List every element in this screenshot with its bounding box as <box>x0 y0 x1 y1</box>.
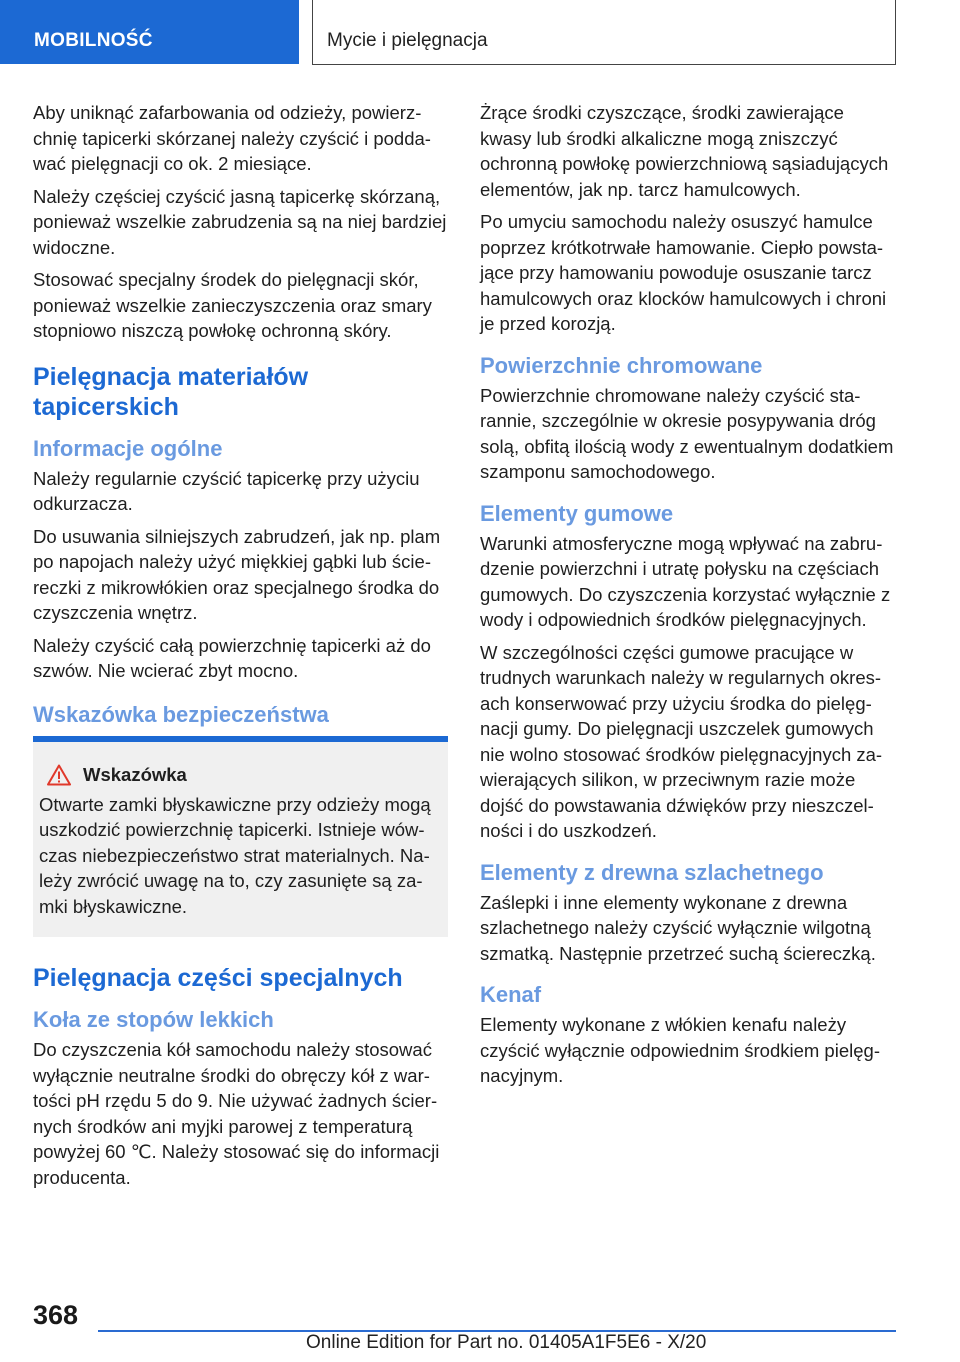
paragraph: Żrące środki czyszczące, środki zawierające kwasy lub środki alkaliczne mogą zniszczyć ochronną powłokę powierzchniową sąsiadujących elementów, jak np. tarcz hamulcowych. <box>480 102 889 200</box>
paragraph: Po umyciu samochodu należy osuszyć hamulce poprzez krótkotrwałe hamowanie. Ciepło powstające przy hamowaniu powoduje osuszanie tarcz hamulcowych oraz klocków hamulcowych i chroni je przed korozją. <box>480 211 887 334</box>
footer-edition: Online Edition for Part no. 01405A1F5E6 - X/20 <box>306 1332 707 1353</box>
warning-triangle-icon <box>47 764 71 786</box>
warning-title: Wskazówka <box>83 763 187 785</box>
paragraph: Należy częściej czyścić jasną tapicerkę skórzaną, ponieważ wszelkie zabrudzenia są na niej bardziej widoczne. <box>33 185 447 258</box>
warning-header <box>39 764 438 786</box>
paragraph: Zaślepki i inne elementy wykonane z drewna szlachetnego należy czyścić wyłącznie wilgotną szmatką. Następnie przetrzeć suchą ściereczką. <box>480 891 876 964</box>
paragraph: Powierzchnie chromowane należy czyścić starannie, szczególnie w okresie posypywania dróg solą, obfitą ilością wody z ewentualnym dodatkiem szamponu samochodowego. <box>480 384 894 482</box>
left-column <box>33 100 448 1197</box>
chapter-tab <box>312 0 896 65</box>
chapter-title: Mycie i pielęgnacja <box>327 30 488 51</box>
paragraph: Do czyszczenia kół samochodu należy stosować wyłącznie neutralne środki do obręczy kół z wartości pH rzędu 5 do 9. Nie używać żadnych ściernych środków ani myjki parowej z temperaturą powyżej 60 ℃. Należy stosować się do informacji producenta. <box>33 1039 440 1188</box>
paragraph: Stosować specjalny środek do pielęgnacji skór, ponieważ wszelkie zanieczyszczenia oraz smary stopniowo niszczą powłokę ochronną skóry. <box>33 269 432 341</box>
paragraph: Elementy wykonane z włókien kenafu należy czyścić wyłącznie odpowiednim środkiem pielęgnacyjnym. <box>480 1014 880 1086</box>
section-tab[interactable] <box>0 0 299 64</box>
warning-box <box>33 742 448 938</box>
heading-special-parts: Pielęgnacja części specjalnych <box>33 964 403 992</box>
heading-upholstery-care: Pielęgnacja materiałów tapicerskich <box>33 362 309 421</box>
paragraph: W szczególności części gumowe pracujące w trudnych warunkach należy w regularnych okresach konserwować przy użyciu środka do pielęgnacji gumy. Do pielęgnacji uszczelek gumowych nie wolno stosować środków pielęgnacyjnych zawierających silikon, w przeciwnym razie może dojść do powstawania dźwięków przy nieszczelności i do uszkodzeń. <box>480 641 883 841</box>
subheading-alloy-wheels: Koła ze stopów lekkich <box>33 1007 274 1032</box>
right-column <box>480 100 896 1096</box>
subheading-wood: Elementy z drewna szlachetnego <box>480 859 824 885</box>
paragraph: Aby uniknąć zafarbowania od odzieży, powierzchnię tapicerki skórzanej należy czyścić i poddawać pielęgnacji co ok. 2 miesiące. <box>33 102 431 174</box>
section-title: MOBILNOŚĆ <box>34 30 153 51</box>
subheading-safety-note: Wskazówka bezpieczeństwa <box>33 701 329 727</box>
subheading-rubber: Elementy gumowe <box>480 500 674 526</box>
subheading-kenaf: Kenaf <box>480 982 542 1007</box>
subheading-chrome: Powierzchnie chromowane <box>480 352 763 378</box>
paragraph: Należy czyścić całą powierzchnię tapicerki aż do szwów. Nie wcierać zbyt mocno. <box>33 634 431 681</box>
subheading-general-info: Informacje ogólne <box>33 435 223 461</box>
paragraph: Do usuwania silniejszych zabrudzeń, jak np. plam po napojach należy użyć miękkiej gąbki lub ściereczki z mikrowłókien oraz specjalnego środka do czyszczenia wnętrz. <box>33 525 441 623</box>
paragraph: Warunki atmosferyczne mogą wpływać na zabrudzenie powierzchni i utratę połysku na częściach gumowych. Do czyszczenia korzystać wyłącznie z wody i odpowiednich środków pielęgnacyjnych. <box>480 532 891 630</box>
paragraph: Należy regularnie czyścić tapicerkę przy użyciu odkurzacza. <box>33 467 420 514</box>
page-number: 368 <box>33 1300 79 1330</box>
warning-text: Otwarte zamki błyskawiczne przy odzieży mogą uszkodzić powierzchnię tapicerki. Istnieje wówczas niebezpieczeństwo strat materialnych. Należy zwrócić uwagę na to, czy zasunięte są zamki błyskawiczne. <box>39 793 431 917</box>
